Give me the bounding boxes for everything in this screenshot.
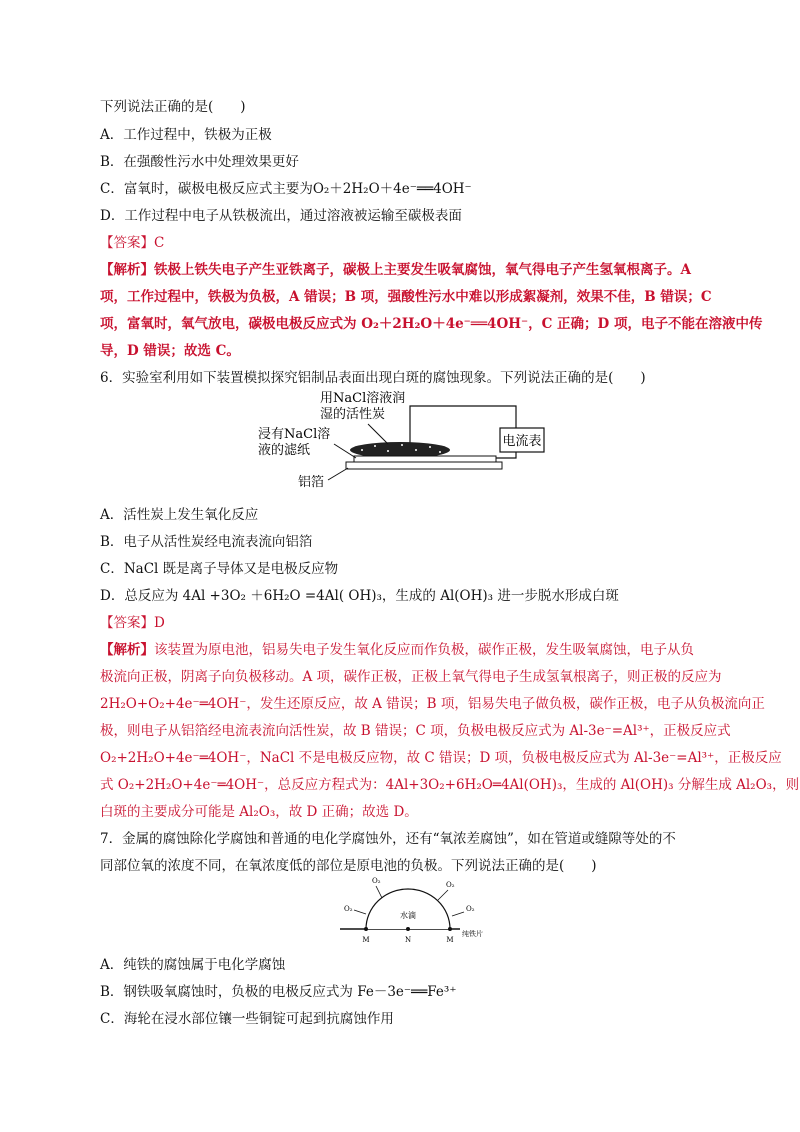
q5-option-b: B．在强酸性污水中处理效果更好 xyxy=(100,154,299,170)
aluminum-foil xyxy=(346,462,502,469)
o2-label-right: O₂ xyxy=(466,905,475,913)
q5-option-a: A．工作过程中，铁极为正极 xyxy=(100,127,272,143)
q5-analysis-line-3: 项，富氧时，氧气放电，碳极电极反应式为 O₂＋2H₂O＋4e⁻══4OH⁻，C 正确；D 项，电子不能在溶液中传 xyxy=(100,316,763,332)
analysis-tag: 【解析】 xyxy=(100,642,154,658)
ammeter-label: 电流表 xyxy=(502,434,542,449)
q7-option-c: C．海轮在浸水部位镶一些铜锭可起到抗腐蚀作用 xyxy=(100,1011,394,1027)
analysis-text: 铁极上铁失电子产生亚铁离子，碳极上主要发生吸氧腐蚀，氧气得电子产生氢氧根离子。A xyxy=(154,262,691,278)
analysis-text: 该装置为原电池，铝易失电子发生氧化反应而作负极，碳作正极，发生吸氧腐蚀，电子从负 xyxy=(154,642,694,658)
q7-option-b: B．钢铁吸氧腐蚀时，负极的电极反应式为 Fe－3e⁻══Fe³⁺ xyxy=(100,984,457,1000)
label-m-right: M xyxy=(446,936,454,944)
point-m-left xyxy=(364,927,368,931)
q6-answer xyxy=(100,613,165,633)
q6-analysis-line-5: O₂+2H₂O+4e⁻═4OH⁻，NaCl 不是电极反应物，故 C 错误；D 项，负极电极反应式为 Al-3e⁻=Al³⁺，正极反应 xyxy=(100,750,782,766)
answer-value: C xyxy=(154,235,165,251)
point-n xyxy=(406,927,410,931)
q5-stem: 下列说法正确的是( ) xyxy=(100,99,246,115)
water-drop-diagram xyxy=(330,874,510,946)
o2-label-left: O₂ xyxy=(344,905,353,913)
answer-value: D xyxy=(154,615,165,631)
carbon-label-1: 用NaCl溶液润 xyxy=(320,391,406,406)
filter-paper xyxy=(354,456,496,462)
q6-option-c: C．NaCl 既是离子导体又是电极反应物 xyxy=(100,561,339,577)
q6-analysis-line-7: 白斑的主要成分可能是 Al₂O₃，故 D 正确；故选 D。 xyxy=(100,804,418,820)
q7-stem-line-1: 7．金属的腐蚀除化学腐蚀和普通的电化学腐蚀外，还有“氧浓差腐蚀”，如在管道或缝隙等处的不 xyxy=(100,831,676,847)
analysis-tag: 【解析】 xyxy=(100,262,154,278)
q6-analysis-line-1 xyxy=(100,640,694,660)
q5-option-c: C．富氧时，碳极电极反应式主要为O₂＋2H₂O＋4e⁻══4OH⁻ xyxy=(100,181,472,197)
carbon-label-2: 湿的活性炭 xyxy=(320,407,386,422)
foil-label: 铝箔 xyxy=(298,475,325,490)
q6-analysis-line-6: 式 O₂+2H₂O+4e⁻═4OH⁻，总反应方程式为：4Al+3O₂+6H₂O═4Al(OH)₃，生成的 Al(OH)₃ 分解生成 Al₂O₃，则 xyxy=(100,777,800,793)
point-m-right xyxy=(448,927,452,931)
water-drop xyxy=(366,889,450,929)
q5-analysis-line-2: 项，工作过程中，铁极为负极，A 错误；B 项，强酸性污水中难以形成絮凝剂，效果不佳，B 错误；C xyxy=(100,289,712,305)
q5-option-d: D．工作过程中电子从铁极流出，通过溶液被运输至碳极表面 xyxy=(100,208,462,224)
q6-stem: 6．实验室利用如下装置模拟探究铝制品表面出现白斑的腐蚀现象。下列说法正确的是( ) xyxy=(100,370,646,386)
label-n: N xyxy=(404,936,412,944)
q5-analysis-line-1 xyxy=(100,260,691,280)
q7-option-a: A．纯铁的腐蚀属于电化学腐蚀 xyxy=(100,957,286,973)
q6-option-a: A．活性炭上发生氧化反应 xyxy=(100,507,259,523)
q6-option-b: B．电子从活性炭经电流表流向铝箔 xyxy=(100,534,313,550)
label-m-left: M xyxy=(362,936,370,944)
q6-analysis-line-3: 2H₂O+O₂+4e⁻═4OH⁻，发生还原反应，故 A 错误；B 项，铝易失电子做负极，碳作正极，电子从负极流向正 xyxy=(100,696,765,712)
q7-stem-line-2: 同部位氧的浓度不同，在氧浓度低的部位是原电池的负极。下列说法正确的是( ) xyxy=(100,858,597,874)
answer-tag: 【答案】 xyxy=(100,235,154,251)
paper-label-1: 浸有NaCl溶 xyxy=(258,427,331,442)
apparatus-diagram xyxy=(250,388,550,493)
answer-tag: 【答案】 xyxy=(100,615,154,631)
o2-label-top-left: O₂ xyxy=(372,877,381,885)
q6-option-d: D．总反应为 4Al +3O₂ ＋6H₂O =4Al( OH)₃，生成的 Al(OH)₃ 进一步脱水形成白斑 xyxy=(100,588,619,604)
paper-label-2: 液的滤纸 xyxy=(258,443,311,458)
q6-analysis-line-2: 极流向正极，阴离子向负极移动。A 项，碳作正极，正极上氧气得电子生成氢氧根离子，则正极的反应为 xyxy=(100,669,722,685)
o2-label-top-right: O₂ xyxy=(446,881,455,889)
q6-analysis-line-4: 极，则电子从铝箔经电流表流向活性炭，故 B 错误；C 项，负极电极反应式为 Al-3e⁻=Al³⁺，正极反应式 xyxy=(100,723,731,739)
q5-analysis-line-4: 导，D 错误；故选 C。 xyxy=(100,343,240,359)
q5-answer xyxy=(100,233,164,253)
water-label: 水滴 xyxy=(400,911,416,920)
iron-label: 纯铁片 xyxy=(462,930,483,938)
